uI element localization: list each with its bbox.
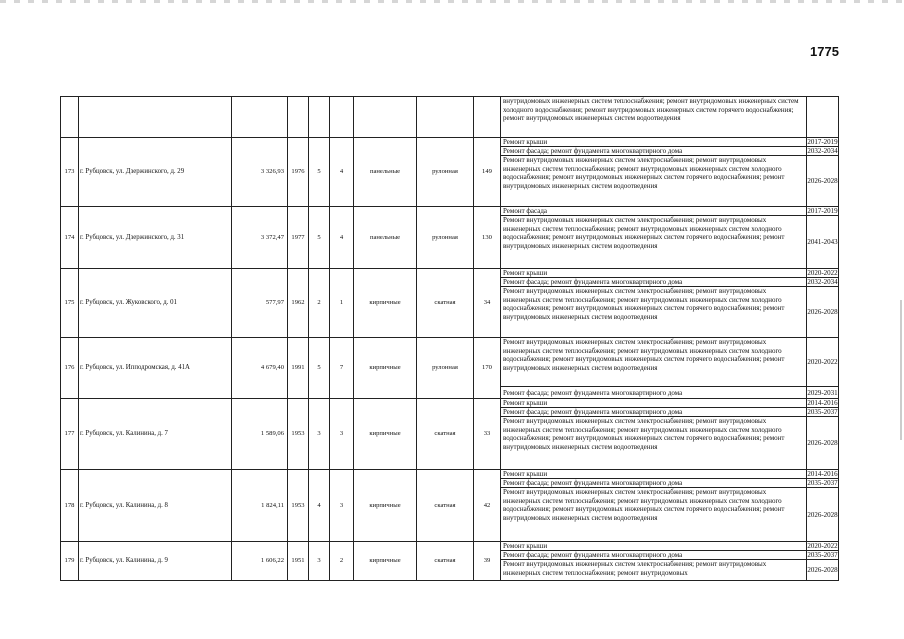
- repair-period: 2020-2022: [807, 269, 838, 277]
- house-area: 577,97: [232, 269, 288, 338]
- house-area: 1 606,22: [232, 542, 288, 581]
- repair-period-cell: [807, 470, 839, 542]
- housing-repair-table: [60, 96, 839, 581]
- repair-period: 2032-2034: [807, 278, 838, 286]
- build-year: 1977: [288, 207, 309, 269]
- row-number: 176: [61, 338, 79, 399]
- resident-count: 170: [474, 338, 501, 399]
- repair-work-item: Ремонт крыши: [501, 542, 806, 551]
- repair-period-cell: [807, 269, 839, 338]
- house-address: г. Рубцовск, ул. Дзержинского, д. 29: [79, 138, 232, 207]
- repair-period: 2017-2019: [807, 138, 838, 146]
- row-number: 179: [61, 542, 79, 581]
- repair-work-item: Ремонт фасада: [501, 207, 806, 216]
- repair-period-cell: [807, 399, 839, 470]
- repair-works-cell: [501, 207, 807, 269]
- repair-period: 2026-2028: [807, 439, 838, 447]
- repair-period: 2026-2028: [807, 566, 838, 574]
- wall-material: кирпичные: [354, 542, 417, 581]
- build-year: 1953: [288, 399, 309, 470]
- roof-type: скатная: [417, 470, 474, 542]
- build-year: 1962: [288, 269, 309, 338]
- resident-count: [474, 97, 501, 138]
- build-year: 1951: [288, 542, 309, 581]
- repair-period: 2035-2037: [807, 479, 838, 487]
- wall-material: панельные: [354, 207, 417, 269]
- repair-work-item: Ремонт внутридомовых инженерных систем электроснабжения; ремонт внутридомовых инженерных систем теплоснабжения; ремонт внутридомовых инженерных систем холодного водоснабжения; ремонт внутридомовых инженерных систем горячего водоснабжения; ремонт внутридомовых инженерных систем водоотведения: [503, 417, 785, 451]
- resident-count: 34: [474, 269, 501, 338]
- house-area: 3 372,47: [232, 207, 288, 269]
- repair-period: 2020-2022: [807, 338, 838, 387]
- repair-work-item: Ремонт внутридомовых инженерных систем электроснабжения; ремонт внутридомовых инженерных систем теплоснабжения; ремонт внутридомовых: [503, 560, 767, 577]
- repair-works-cell: [501, 97, 807, 138]
- house-address: г. Рубцовск, ул. Калинина, д. 8: [79, 470, 232, 542]
- repair-period: 2026-2028: [807, 510, 838, 519]
- repair-period: 2026-2028: [807, 177, 838, 185]
- floor-count: 5: [309, 338, 330, 399]
- entrance-count: 4: [330, 207, 354, 269]
- entrance-count: 3: [330, 399, 354, 470]
- resident-count: 33: [474, 399, 501, 470]
- repair-period: 2029-2031: [807, 388, 838, 397]
- roof-type: рулонная: [417, 207, 474, 269]
- build-year: 1991: [288, 338, 309, 399]
- wall-material: кирпичные: [354, 399, 417, 470]
- table-row: [61, 542, 839, 581]
- table-row: [61, 269, 839, 338]
- page-number: 1775: [810, 44, 839, 59]
- house-address: г. Рубцовск, ул. Дзержинского, д. 31: [79, 207, 232, 269]
- repair-period-cell: [807, 138, 839, 207]
- wall-material: кирпичные: [354, 470, 417, 542]
- scan-edge-artifact: [0, 0, 904, 3]
- repair-work-item: Ремонт внутридомовых инженерных систем электроснабжения; ремонт внутридомовых инженерных систем теплоснабжения; ремонт внутридомовых инженерных систем холодного водоснабжения; ремонт внутридомовых инженерных систем горячего водоснабжения; ремонт внутридомовых инженерных систем водоотведения: [503, 488, 785, 522]
- roof-type: скатная: [417, 269, 474, 338]
- repair-works-cell: [501, 470, 807, 542]
- house-address: г. Рубцовск, ул. Калинина, д. 7: [79, 399, 232, 470]
- repair-work-item: Ремонт фасада; ремонт фундамента многоквартирного дома: [501, 278, 806, 287]
- row-number: 174: [61, 207, 79, 269]
- resident-count: 130: [474, 207, 501, 269]
- floor-count: 4: [309, 470, 330, 542]
- repair-works-cell: [501, 399, 807, 470]
- table-row: [61, 470, 839, 542]
- repair-work-item: Ремонт внутридомовых инженерных систем электроснабжения; ремонт внутридомовых инженерных систем теплоснабжения; ремонт внутридомовых инженерных систем холодного водоснабжения; ремонт внутридомовых инженерных систем горячего водоснабжения; ремонт внутридомовых инженерных систем водоотведения: [503, 216, 785, 250]
- house-address: г. Рубцовск, ул. Жуковского, д. 01: [79, 269, 232, 338]
- entrance-count: 2: [330, 542, 354, 581]
- repair-period: 2014-2016: [807, 399, 838, 407]
- entrance-count: 4: [330, 138, 354, 207]
- house-area: [232, 97, 288, 138]
- repair-work-item: Ремонт крыши: [501, 470, 806, 479]
- repair-work-item: внутридомовых инженерных систем теплоснабжения; ремонт внутридомовых инженерных систем холодного водоснабжения; ремонт внутридомовых инженерных систем горячего водоснабжения; ремонт внутридомовых инженерных систем водоотведения: [503, 97, 799, 123]
- repair-work-item: Ремонт внутридомовых инженерных систем электроснабжения; ремонт внутридомовых инженерных систем теплоснабжения; ремонт внутридомовых инженерных систем холодного водоснабжения; ремонт внутридомовых инженерных систем горячего водоснабжения; ремонт внутридомовых инженерных систем водоотведения: [503, 156, 785, 190]
- entrance-count: 1: [330, 269, 354, 338]
- resident-count: 149: [474, 138, 501, 207]
- repair-works-cell: [501, 269, 807, 338]
- floor-count: 3: [309, 542, 330, 581]
- repair-work-item: Ремонт фасада; ремонт фундамента многоквартирного дома: [503, 388, 683, 397]
- repair-period: [807, 97, 838, 137]
- repair-period: 2035-2037: [807, 551, 838, 559]
- repair-work-item: Ремонт фасада; ремонт фундамента многоквартирного дома: [501, 479, 806, 488]
- roof-type: [417, 97, 474, 138]
- table-row: [61, 97, 839, 138]
- resident-count: 39: [474, 542, 501, 581]
- housing-repair-table-sheet: [60, 96, 838, 581]
- table-row: [61, 138, 839, 207]
- table-row: [61, 207, 839, 269]
- roof-type: скатная: [417, 399, 474, 470]
- repair-period: 2041-2043: [807, 238, 838, 246]
- floor-count: 5: [309, 207, 330, 269]
- repair-period-cell: [807, 97, 839, 138]
- resident-count: 42: [474, 470, 501, 542]
- build-year: [288, 97, 309, 138]
- row-number: [61, 97, 79, 138]
- repair-period: 2026-2028: [807, 308, 838, 316]
- build-year: 1976: [288, 138, 309, 207]
- floor-count: [309, 97, 330, 138]
- house-area: 1 824,11: [232, 470, 288, 542]
- table-row: [61, 399, 839, 470]
- row-number: 173: [61, 138, 79, 207]
- wall-material: кирпичные: [354, 338, 417, 399]
- repair-work-item: Ремонт внутридомовых инженерных систем электроснабжения; ремонт внутридомовых инженерных систем теплоснабжения; ремонт внутридомовых инженерных систем холодного водоснабжения; ремонт внутридомовых инженерных систем горячего водоснабжения; ремонт внутридомовых инженерных систем водоотведения: [503, 287, 785, 321]
- table-row: [61, 338, 839, 399]
- repair-work-item: Ремонт внутридомовых инженерных систем электроснабжения; ремонт внутридомовых инженерных систем теплоснабжения; ремонт внутридомовых инженерных систем холодного водоснабжения; ремонт внутридомовых инженерных систем горячего водоснабжения; ремонт внутридомовых инженерных систем водоотведения: [501, 338, 806, 387]
- house-address: г. Рубцовск, ул. Ипподромская, д. 41А: [79, 338, 232, 399]
- entrance-count: 3: [330, 470, 354, 542]
- row-number: 178: [61, 470, 79, 542]
- repair-work-item: Ремонт крыши: [501, 399, 806, 408]
- repair-work-item: Ремонт фасада; ремонт фундамента многоквартирного дома: [501, 551, 806, 560]
- repair-work-item: Ремонт фасада; ремонт фундамента многоквартирного дома: [501, 408, 806, 417]
- wall-material: панельные: [354, 138, 417, 207]
- floor-count: 2: [309, 269, 330, 338]
- floor-count: 3: [309, 399, 330, 470]
- repair-period: 2035-2037: [807, 408, 838, 416]
- repair-period: 2020-2022: [807, 542, 838, 550]
- floor-count: 5: [309, 138, 330, 207]
- build-year: 1953: [288, 470, 309, 542]
- entrance-count: [330, 97, 354, 138]
- roof-type: рулонная: [417, 338, 474, 399]
- wall-material: [354, 97, 417, 138]
- scan-margin-mark: [900, 300, 902, 440]
- repair-work-item: Ремонт крыши: [501, 138, 806, 147]
- house-area: 1 589,06: [232, 399, 288, 470]
- repair-period-cell: [807, 542, 839, 581]
- house-address: [79, 97, 232, 138]
- house-address: г. Рубцовск, ул. Калинина, д. 9: [79, 542, 232, 581]
- repair-work-item: Ремонт фасада; ремонт фундамента многоквартирного дома: [501, 147, 806, 156]
- repair-works-cell: [501, 542, 807, 581]
- house-area: 3 326,93: [232, 138, 288, 207]
- entrance-count: 7: [330, 338, 354, 399]
- roof-type: рулонная: [417, 138, 474, 207]
- row-number: 177: [61, 399, 79, 470]
- repair-works-cell: [501, 338, 807, 399]
- repair-period-cell: [807, 207, 839, 269]
- repair-work-item: Ремонт крыши: [501, 269, 806, 278]
- repair-period-cell: [807, 338, 839, 399]
- repair-works-cell: [501, 138, 807, 207]
- wall-material: кирпичные: [354, 269, 417, 338]
- repair-period: 2032-2034: [807, 147, 838, 155]
- roof-type: скатная: [417, 542, 474, 581]
- repair-period: 2017-2019: [807, 207, 838, 215]
- repair-period: 2014-2016: [807, 470, 838, 478]
- row-number: 175: [61, 269, 79, 338]
- house-area: 4 679,40: [232, 338, 288, 399]
